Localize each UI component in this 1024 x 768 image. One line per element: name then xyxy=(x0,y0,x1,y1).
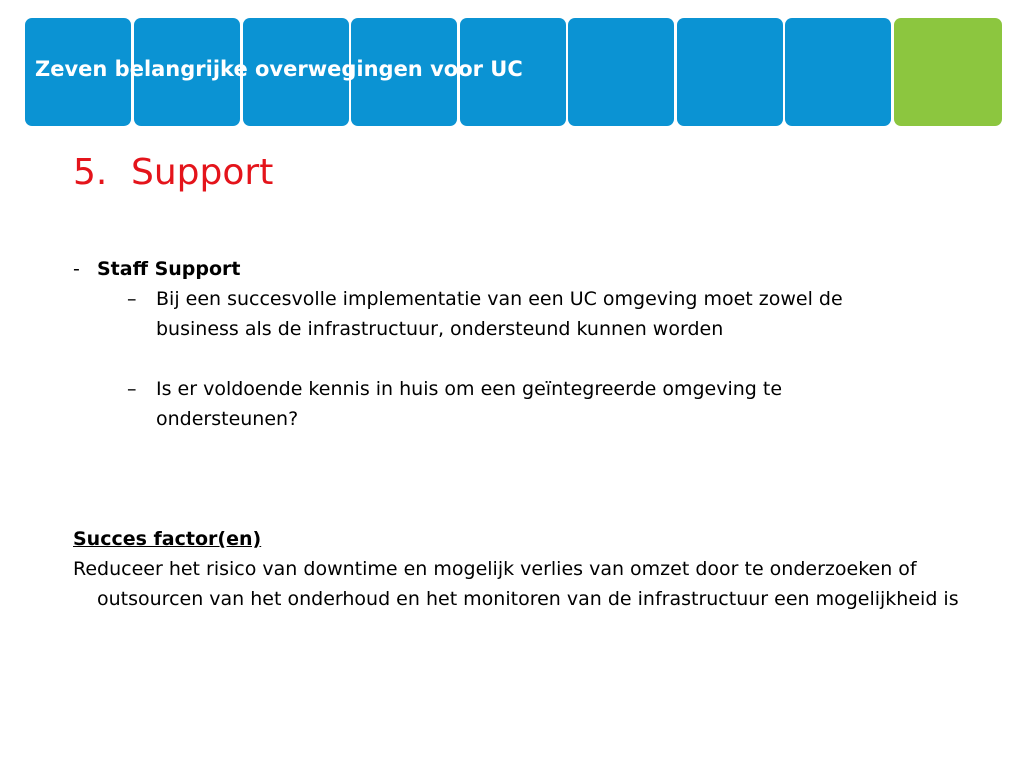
sub-bullet-text: Bij een succesvolle implementatie van een UC omgeving moet zowel de business als de infrastructuur, ondersteund kunnen worden xyxy=(156,288,843,340)
sub-bullet-marker: – xyxy=(127,378,137,400)
header-accent-tile xyxy=(894,18,1002,126)
sub-bullet-marker: – xyxy=(127,288,137,310)
sub-bullet-item xyxy=(127,284,927,344)
sub-bullet-item xyxy=(127,374,927,434)
section-number: 5. xyxy=(73,152,108,193)
success-factor-label: Succes factor(en) xyxy=(73,528,262,550)
staff-support-bullet xyxy=(73,254,973,284)
slide-header-title: Zeven belangrijke overwegingen voor UC xyxy=(35,57,523,81)
header-tile xyxy=(677,18,783,126)
sub-bullet-text: Is er voldoende kennis in huis om een geïntegreerde omgeving te ondersteunen? xyxy=(156,378,783,430)
section-heading xyxy=(73,152,273,193)
header-tile xyxy=(785,18,891,126)
header-tile xyxy=(568,18,674,126)
staff-support-label: Staff Support xyxy=(97,258,241,280)
section-title: Support xyxy=(131,152,274,193)
success-factor-text: Reduceer het risico van downtime en mogelijk verlies van omzet door te onderzoeken of outsourcen van het onderhoud en het monitoren van de infrastructuur een mogelijkheid is xyxy=(73,558,959,610)
bullet-dash: - xyxy=(73,258,80,280)
